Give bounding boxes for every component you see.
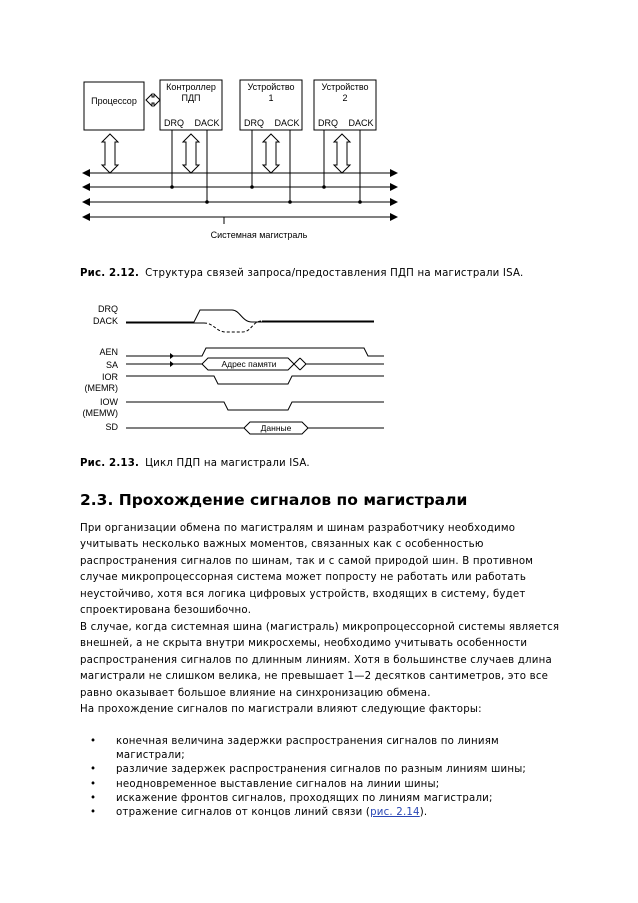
device1-label: Устройство — [247, 82, 295, 92]
factors-list — [80, 735, 560, 820]
signal-label: SA — [105, 360, 118, 370]
list-item-text: отражение сигналов от концов линий связи ( — [116, 807, 371, 819]
signal-label: IOW — [100, 397, 118, 407]
iow-waveform — [126, 402, 384, 410]
drq-label: DRQ — [318, 118, 338, 128]
figure-caption — [80, 268, 523, 279]
cpu-controller-arrow — [146, 94, 160, 106]
list-item: • неодновременное выставление сигналов на линии шины; — [80, 778, 560, 792]
dma-structure-diagram — [74, 72, 414, 247]
signal-label: SD — [105, 422, 118, 432]
processor-label: Процессор — [91, 96, 137, 106]
ior-waveform — [126, 376, 384, 384]
signal-label: IOR — [101, 372, 118, 382]
controller-label: ПДП — [181, 93, 201, 103]
device2-label: Устройство — [321, 82, 369, 92]
drq-label: DRQ — [164, 118, 184, 128]
controller-label: Контроллер — [166, 82, 216, 92]
section-title: 2.3. Прохождение сигналов по магистрали — [80, 491, 468, 509]
dack-label: DACK — [274, 118, 300, 128]
figure-caption — [80, 458, 310, 469]
bus-double-arrow — [334, 134, 350, 173]
system-bus-label: Системная магистраль — [210, 230, 308, 240]
bus-double-arrow — [183, 134, 199, 173]
paragraph: При организации обмена по магистралям и шинам разработчику необходимо учитывать несколько важных моментов, связанных как с особенностью распространения сигналов по шинам, так и с самой природой шин. В противном случае микропроцессорная система может попросту не работать или работать неустойчиво, хотя вся логика цифровых устройств, входящих в систему, будет спроектирована безошибочно. — [80, 523, 534, 617]
figure-caption-text: Цикл ПДП на магистрали ISA. — [145, 458, 310, 469]
data-label: Данные — [260, 423, 292, 433]
drq-waveform — [126, 310, 374, 322]
list-item: • конечная величина задержки распространения сигналов по линиям магистрали; — [80, 735, 560, 763]
address-label: Адрес памяти — [221, 359, 277, 369]
dma-timing-diagram — [74, 298, 394, 438]
processor-block — [84, 82, 144, 130]
signal-label: AEN — [99, 347, 118, 357]
figure-number: Рис. 2.13. — [80, 458, 140, 469]
figure-caption-text: Структура связей запроса/предоставления ПДП на магистрали ISA. — [145, 268, 524, 279]
paragraph: На прохождение сигналов по магистрали влияют следующие факторы: — [80, 704, 482, 715]
bus-double-arrow — [102, 134, 118, 173]
paragraph: В случае, когда системная шина (магистраль) микропроцессорной системы является внешней, а не скрыта внутри микросхемы, необходимо учитывать особенности распространения сигналов по длинным линиям. Хотя в большинстве случаев длина магистрали не слишком велика, не превышает 1—2 десятков сантиметров, это все равно оказывает большое влияние на синхронизацию обмена. — [80, 622, 560, 699]
signal-label: (MEMW) — [82, 408, 118, 418]
figure-link[interactable]: рис. 2.14 — [370, 807, 420, 819]
dack-label: DACK — [348, 118, 374, 128]
list-item — [80, 806, 560, 820]
sd-waveform — [126, 422, 384, 428]
signal-label: DRQ — [98, 304, 118, 314]
device2-label: 2 — [342, 93, 348, 103]
list-item-text: ). — [419, 807, 428, 819]
dack-label: DACK — [194, 118, 220, 128]
signal-label: (MEMR) — [84, 383, 118, 393]
drq-label: DRQ — [244, 118, 264, 128]
figure-number: Рис. 2.12. — [80, 268, 140, 279]
device1-label: 1 — [268, 93, 274, 103]
list-item: • искажение фронтов сигналов, проходящих по линиям магистрали; — [80, 792, 560, 806]
bus-double-arrow — [263, 134, 279, 173]
aen-waveform — [126, 348, 384, 356]
list-item: • различие задержек распространения сигналов по разным линиям шины; — [80, 763, 560, 777]
signal-label: DACK — [92, 316, 118, 326]
